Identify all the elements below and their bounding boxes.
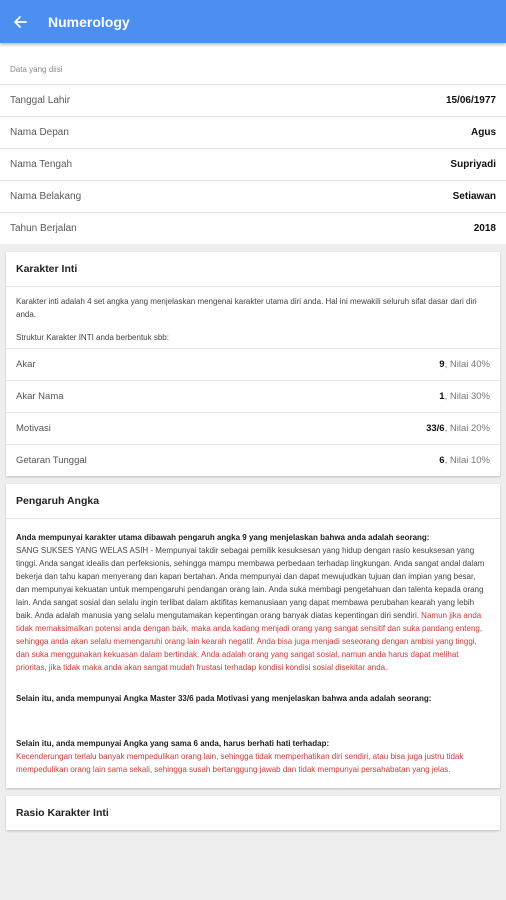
data-row-middle-name [0,148,506,180]
karakter-nilai: , Nilai 20% [444,423,490,434]
data-label: Nama Depan [10,127,69,138]
data-value: Setiawan [452,191,496,202]
karakter-row-getaran-tunggal [6,444,500,476]
data-value: Agus [471,127,496,138]
karakter-value [439,359,490,370]
karakter-nilai: , Nilai 30% [444,391,490,402]
karakter-row-motivasi [6,412,500,444]
paragraph-heading: Selain itu, anda mempunyai Angka yang sama 6 anda, harus berhati hati terhadap: [16,739,330,748]
paragraph-text: SANG SUKSES YANG WELAS ASIH - Mempunyai takdir sebagai pemilik kesuksesan yang hidup dengan rasio kesuksesan yang tinggi. Anda sangat idealis dan perfeksionis, sehingga mampu membawa perbedaan terhadap lingkungan. Anda sangat andal dalam bekerja dan tahu kapan menyerang dan kapan bertahan. Anda mempunyai dan dapat mewujudkan tujuan dan impian yang besar, dan mempunyai kekuatan untuk mempengaruhi pendangan orang lain. Anda suka membagi pengetahuan dan talenta kepada orang lain. Anda sangat sosial dan selalu ingin terlibat dalam aktifitas kemanusiaan yang dapat membawa perubahan kearah yang lebih baik. Anda adalah manusia yang selalu mengutamakan kepentingan orang banyak diatas kepentingan diri sendiri. [16,546,485,620]
data-value: 2018 [473,223,496,234]
struktur-label: Struktur Karakter INTI anda berbentuk sbb: [16,333,169,342]
data-label: Nama Tengah [10,159,73,170]
content-scroll[interactable] [0,43,506,900]
pengaruh-paragraph-1 [16,531,490,674]
pengaruh-paragraph-3 [16,737,490,776]
back-arrow-icon[interactable] [10,12,30,32]
data-row-first-name [0,116,506,148]
karakter-value [439,391,490,402]
data-row-current-year [0,212,506,244]
section-caption: Data yang diisi [10,65,63,74]
karakter-value [426,423,490,434]
warning-text: Namun jika anda tidak memaksimalkan potensi anda dengan baik, maka anda kadang menjadi orang yang sangat sensitif dan suka pandang enteng, sehingga anda akan selalu memengaruhi orang lain kearah negatif. Anda bisa juga menjadi seseorang dengan ambisi yang tinggi, dan suka menggunakan kekuasan dalam bertindak. Anda adalah orang yang sangat sosial, namun anda harus dapat melihat prioritas, jika tidak maka anda akan sangat mudah frustasi terhadap kondisi kondisi sosial disekitar anda. [16,611,483,672]
pengaruh-angka-card [6,484,500,788]
karakter-label: Motivasi [16,423,51,434]
karakter-value [439,455,490,466]
karakter-label: Akar [16,359,36,370]
data-label: Tanggal Lahir [10,95,71,106]
data-row-last-name [0,180,506,212]
card-title: Karakter Inti [6,252,500,287]
paragraph-heading: Anda mempunyai karakter utama dibawah pengaruh angka 9 yang menjelaskan bahwa anda adalah seorang: [16,533,430,542]
karakter-label: Getaran Tunggal [16,455,87,466]
card-title: Pengaruh Angka [6,484,500,519]
karakter-nilai: , Nilai 40% [444,359,490,370]
karakter-number: 1 [439,391,445,402]
card-title: Rasio Karakter Inti [16,807,109,819]
data-label: Nama Belakang [10,191,82,202]
page-title: Numerology [48,13,130,30]
input-data-section [0,43,506,244]
card-body [6,519,500,788]
paragraph-heading: Selain itu, anda mempunyai Angka Master 33/6 pada Motivasi yang menjelaskan bahwa anda adalah seorang: [16,694,432,703]
karakter-label: Akar Nama [16,391,64,402]
rasio-karakter-card [6,796,500,830]
karakter-number: 9 [439,359,445,370]
karakter-inti-card [6,252,500,476]
intro-text: Karakter inti adalah 4 set angka yang menjelaskan mengenai karakter utama diri anda. Hal ini mewakili seluruh sifat dasar dari diri anda. [16,297,477,319]
warning-text: Kecenderungan terlalu banyak mempedulikan orang lain, sehingga tidak memperhatikan diri sendiri, atau bisa juga justru tidak mempedulikan orang lain sama sekali, sehingga susah bertanggung jawab dan tidak mempunyai persahabatan yang jelas. [16,752,464,774]
karakter-row-akar-nama [6,380,500,412]
karakter-number: 6 [439,455,445,466]
data-value: 15/06/1977 [445,95,496,106]
karakter-nilai: , Nilai 10% [444,455,490,466]
card-body [6,287,500,348]
app-bar [0,0,506,43]
data-value: Supriyadi [450,159,496,170]
karakter-row-akar [6,348,500,380]
data-row-birthdate [0,84,506,116]
karakter-number: 33/6 [426,423,445,434]
spacer [0,244,506,252]
data-label: Tahun Berjalan [10,223,77,234]
pengaruh-paragraph-2 [16,692,490,705]
